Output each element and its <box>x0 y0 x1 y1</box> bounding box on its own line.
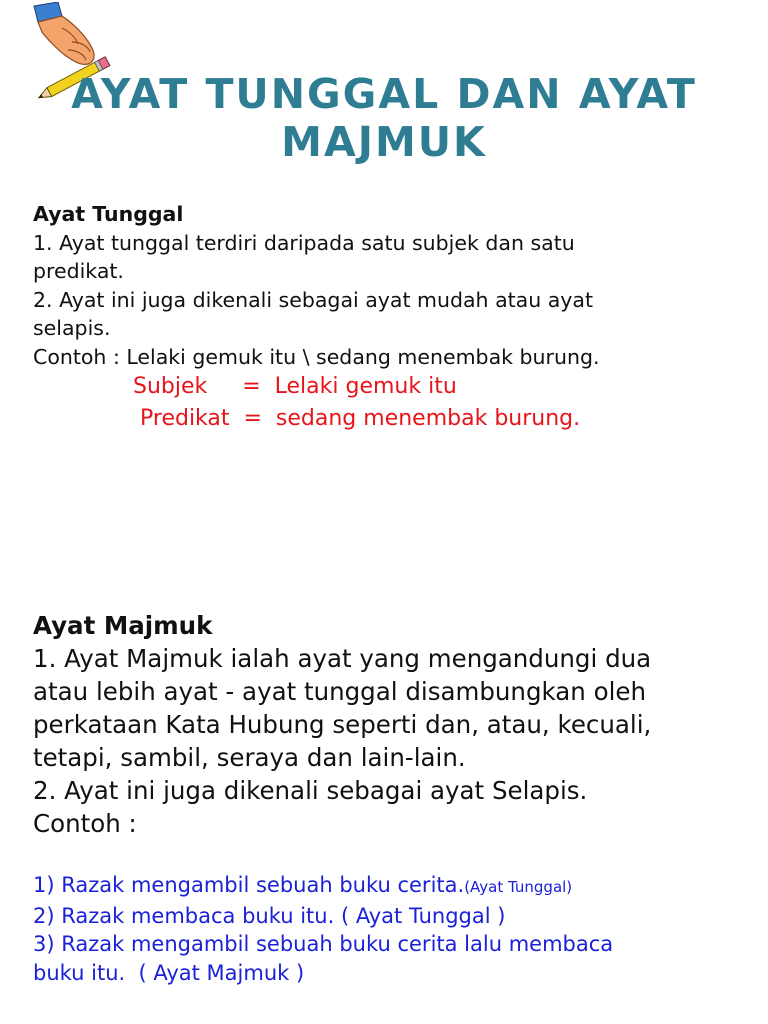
title-line-1: AYAT TUNGGAL DAN AYAT <box>71 70 697 118</box>
ayat-tunggal-line: 1. Ayat tunggal terdiri daripada satu subjek dan satu <box>33 230 575 255</box>
predikat-line: Predikat = sedang menembak burung. <box>140 406 581 431</box>
ayat-tunggal-line: predikat. <box>33 259 124 283</box>
ayat-majmuk-line: perkataan Kata Hubung seperti dan, atau, kecuali, <box>33 710 652 739</box>
ayat-majmuk-heading: Ayat Majmuk <box>33 611 213 640</box>
ayat-majmuk-line: 1. Ayat Majmuk ialah ayat yang mengandungi dua <box>33 644 652 673</box>
page-title <box>0 70 768 166</box>
subjek-line: Subjek = Lelaki gemuk itu <box>133 374 457 399</box>
contoh-item-1 <box>33 871 753 902</box>
ayat-majmuk-contoh-label: Contoh : <box>33 809 137 838</box>
contoh-item-1-tag: (Ayat Tunggal) <box>464 878 573 896</box>
contoh-item-3: 3) Razak mengambil sebuah buku cerita lalu membaca <box>33 932 614 956</box>
title-line-2: MAJMUK <box>281 118 487 166</box>
ayat-tunggal-example: Contoh : Lelaki gemuk itu \ sedang menembak burung. <box>33 344 600 369</box>
ayat-majmuk-section <box>33 609 753 840</box>
ayat-majmuk-line: atau lebih ayat - ayat tunggal disambungkan oleh <box>33 677 646 706</box>
contoh-item-1-text: 1) Razak mengambil sebuah buku cerita. <box>33 873 465 897</box>
contoh-item-2: 2) Razak membaca buku itu. ( Ayat Tunggal ) <box>33 903 506 928</box>
ayat-majmuk-line: tetapi, sambil, seraya dan lain-lain. <box>33 743 466 772</box>
ayat-tunggal-line: 2. Ayat ini juga dikenali sebagai ayat mudah atau ayat <box>33 287 594 312</box>
ayat-tunggal-line: selapis. <box>33 316 111 340</box>
ayat-majmuk-line: 2. Ayat ini juga dikenali sebagai ayat Selapis. <box>33 776 588 805</box>
contoh-list <box>33 871 753 987</box>
ayat-tunggal-section <box>33 200 743 435</box>
contoh-item-3-continued: buku itu. ( Ayat Majmuk ) <box>33 960 305 985</box>
ayat-tunggal-heading: Ayat Tunggal <box>33 202 184 226</box>
